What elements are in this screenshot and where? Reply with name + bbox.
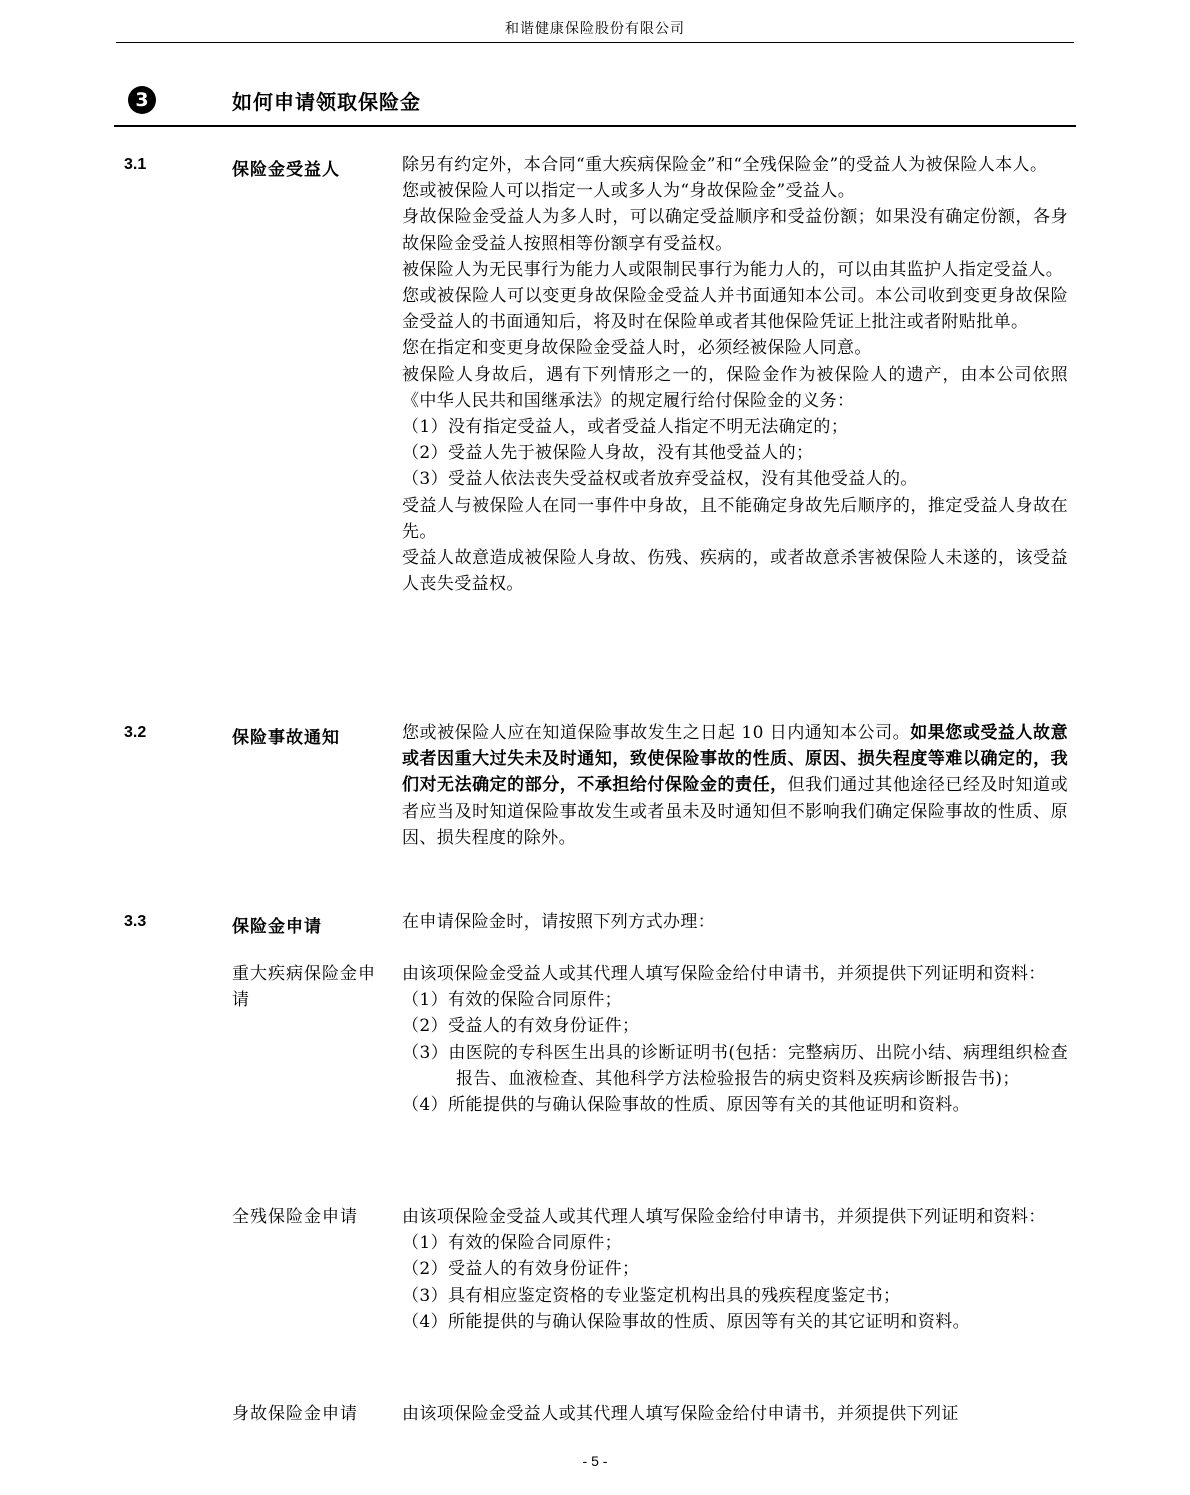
subsection-title-disability: 全残保险金申请 <box>232 1207 358 1227</box>
paragraph: 身故保险金受益人为多人时，可以确定受益顺序和受益份额；如果没有确定份额，各身故保险金受益人按照相等份额享有受益权。 <box>402 207 1068 254</box>
paragraph: 您或被保险人可以指定一人或多人为“身故保险金”受益人。 <box>402 181 856 202</box>
chapter-rule <box>114 125 1076 127</box>
subsection-body-death <box>402 1401 1068 1427</box>
list-item: （3）具有相应鉴定资格的专业鉴定机构出具的残疾程度鉴定书； <box>402 1285 901 1306</box>
list-item: （1）有效的保险合同原件； <box>402 990 623 1011</box>
subsection-body-disability <box>402 1204 1068 1335</box>
header-rule <box>116 42 1074 43</box>
section-number: 3.3 <box>124 913 147 930</box>
paragraph: 被保险人身故后，遇有下列情形之一的，保险金作为被保险人的遗产，由本公司依照《中华人民共和国继承法》的规定履行给付保险金的义务： <box>402 364 1068 411</box>
section-title: 保险金申请 <box>232 917 322 937</box>
subsection-title-death: 身故保险金申请 <box>232 1404 358 1424</box>
section-body <box>402 152 1068 597</box>
list-item: （2）受益人的有效身份证件； <box>402 1259 640 1280</box>
list-item: （3）受益人依法丧失受益权或者放弃受益权，没有其他受益人的。 <box>402 469 918 490</box>
paragraph: 被保险人为无民事行为能力人或限制民事行为能力人的，可以由其监护人指定受益人。 <box>402 259 1064 280</box>
paragraph <box>402 720 1068 851</box>
paragraph: 除另有约定外，本合同“重大疾病保险金”和“全残保险金”的受益人为被保险人本人。 <box>402 155 1048 175</box>
paragraph: 您或被保险人可以变更身故保险金受益人并书面通知本公司。本公司收到变更身故保险金受益人的书面通知后，将及时在保险单或者其他保险凭证上批注或者附贴批单。 <box>402 286 1068 333</box>
section-title: 保险事故通知 <box>232 728 340 748</box>
paragraph: 由该项保险金受益人或其代理人填写保险金给付申请书，并须提供下列证 <box>402 1404 959 1424</box>
list-item: （3）由医院的专科医生出具的诊断证明书(包括：完整病历、出院小结、病理组织检查报告、血液检查、其他科学方法检验报告的病史资料及疾病诊断报告书)； <box>402 1042 1068 1089</box>
section-intro <box>402 909 1068 935</box>
bold-liability-text: 如果您或受益人故意或者因重大过失未及时通知，致使保险事故的性质、原因、损失程度等难以确定的，我们对无法确定的部分，不承担给付保险金的责任， <box>402 723 1068 796</box>
paragraph: 受益人故意造成被保险人身故、伤残、疾病的，或者故意杀害被保险人未遂的，该受益人丧失受益权。 <box>402 548 1068 595</box>
paragraph: 您在指定和变更身故保险金受益人时，必须经被保险人同意。 <box>402 338 872 359</box>
subsection-body-critical-illness <box>402 961 1068 1118</box>
section-number: 3.2 <box>124 724 147 741</box>
paragraph: 受益人与被保险人在同一事件中身故，且不能确定身故先后顺序的，推定受益人身故在先。 <box>402 495 1068 542</box>
list-item: （4）所能提供的与确认保险事故的性质、原因等有关的其它证明和资料。 <box>402 1311 971 1332</box>
company-header: 和谐健康保险股份有限公司 <box>505 21 685 37</box>
paragraph: 由该项保险金受益人或其代理人填写保险金给付申请书，并须提供下列证明和资料： <box>402 964 1046 984</box>
list-item: （1）没有指定受益人，或者受益人指定不明无法确定的； <box>402 417 849 438</box>
chapter-title: 如何申请领取保险金 <box>232 90 421 114</box>
list-item: （4）所能提供的与确认保险事故的性质、原因等有关的其他证明和资料。 <box>402 1095 971 1116</box>
section-title: 保险金受益人 <box>232 160 340 180</box>
list-item: （1）有效的保险合同原件； <box>402 1233 623 1254</box>
subsection-title-critical-illness: 重大疾病保险金申请 <box>232 964 376 1010</box>
paragraph: 在申请保险金时，请按照下列方式办理： <box>402 912 716 932</box>
exception-text: 但我们通过其他途径已经及时知道或者应当及时知道保险事故发生或者虽未及时通知但不影响我们确定保险事故的性质、原因、损失程度的除外。 <box>402 775 1068 848</box>
list-item: （2）受益人的有效身份证件； <box>402 1016 640 1037</box>
chapter-number-badge: 3 <box>128 86 156 114</box>
paragraph: 由该项保险金受益人或其代理人填写保险金给付申请书，并须提供下列证明和资料： <box>402 1207 1046 1227</box>
section-body <box>402 720 1068 851</box>
section-number: 3.1 <box>124 156 147 173</box>
list-item: （2）受益人先于被保险人身故，没有其他受益人的； <box>402 443 814 464</box>
page-number: - 5 - <box>582 1453 608 1469</box>
notice-text: 您或被保险人应在知道保险事故发生之日起 10 日内通知本公司。 <box>402 723 911 743</box>
